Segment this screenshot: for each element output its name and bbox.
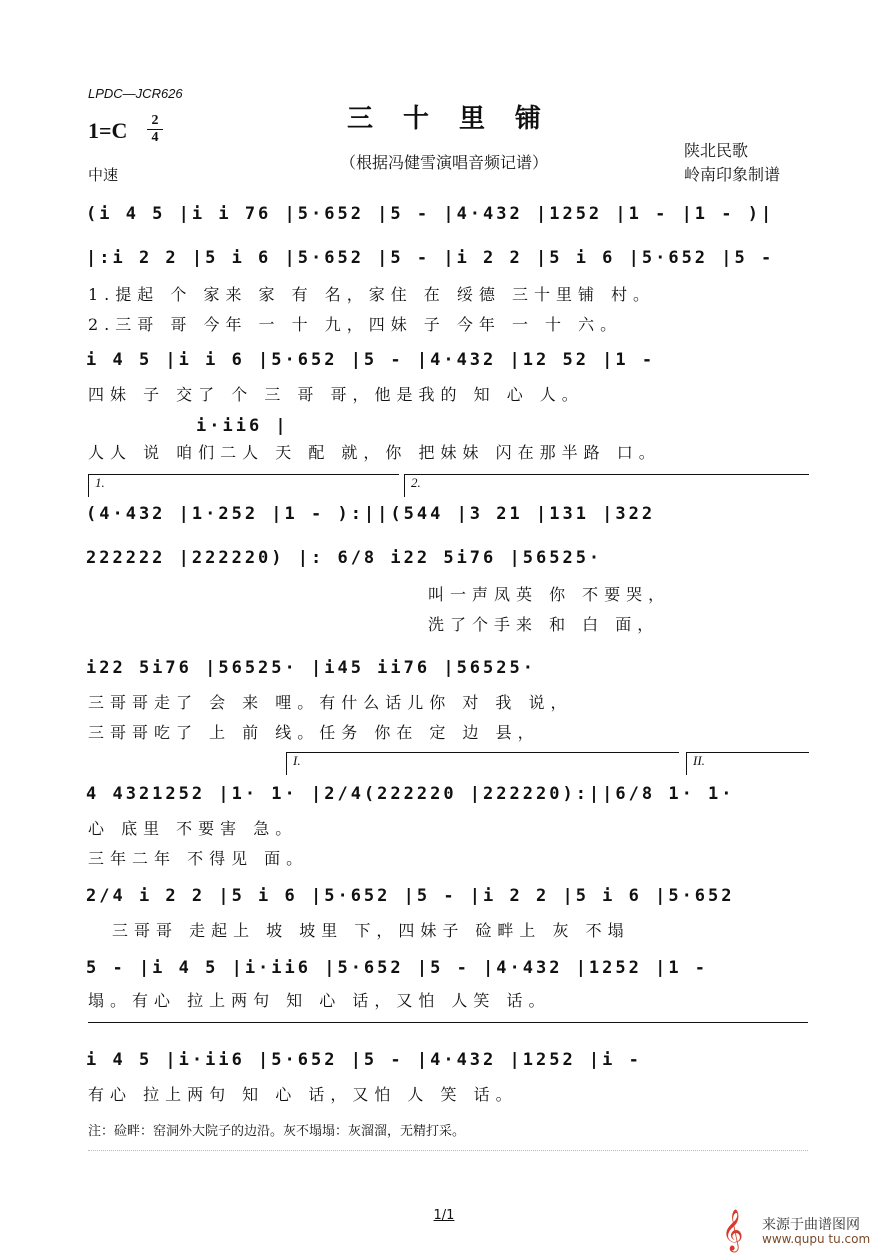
staff-line-1: (i 4 5 |i i 76 |5·652 |5 - |4·432 |1252 |1 - |1 - )| bbox=[86, 204, 775, 224]
lyric-line-6a: 叫一声凤英 你 不要哭， bbox=[428, 585, 671, 604]
tempo-marking: 中速 bbox=[88, 166, 119, 184]
volta-second: 2. bbox=[404, 474, 809, 497]
lyric-line-3: 四妹 子 交了 个 三 哥 哥，他是我的 知 心 人。 bbox=[88, 385, 584, 404]
volta-roman-second: II. bbox=[686, 752, 809, 775]
arranger-credit: 岭南印象制谱 bbox=[684, 165, 781, 184]
lyric-line-11: 有心 拉上两句 知 心 话，又怕 人 笑 话。 bbox=[88, 1085, 518, 1104]
lyric-line-6b: 洗了个手来 和 白 面， bbox=[428, 615, 660, 634]
divider bbox=[88, 1150, 808, 1151]
lyric-line-7b: 三哥哥吃了 上 前 线。任务 你在 定 边 县， bbox=[88, 723, 540, 742]
lyric-line-7a: 三哥哥走了 会 来 哩。有什么话儿你 对 我 说， bbox=[88, 693, 573, 712]
lyric-line-4: 人人 说 咱们二人 天 配 就，你 把妹妹 闪在那半路 口。 bbox=[88, 443, 661, 462]
song-subtitle: （根据冯健雪演唱音频记谱） bbox=[339, 153, 548, 172]
time-signature-top: 2 bbox=[151, 113, 159, 128]
watermark bbox=[722, 1210, 882, 1250]
song-title: 三十里铺 bbox=[346, 104, 571, 134]
staff-line-10: 5 - |i 4 5 |i·ii6 |5·652 |5 - |4·432 |1252 |1 - bbox=[86, 958, 709, 978]
volta-roman-first: I. bbox=[286, 752, 679, 775]
staff-line-5: (4·432 |1·252 |1 - ):||(544 |3 21 |131 |322 bbox=[86, 504, 656, 524]
lyric-line-9: 三哥哥 走起上 坡 坡里 下，四妹子 硷畔上 灰 不塌 bbox=[112, 921, 630, 940]
staff-line-9: 2/4 i 2 2 |5 i 6 |5·652 |5 - |i 2 2 |5 i 6 |5·652 bbox=[86, 886, 735, 906]
key-signature: 1=C bbox=[88, 118, 128, 143]
staff-line-8: 4 4321252 |1· 1· |2/4(222220 |222220):||6/8 1· 1· bbox=[86, 784, 735, 804]
footnote: 注：硷畔：窑洞外大院子的边沿。灰不塌塌：灰溜溜，无精打采。 bbox=[88, 1124, 466, 1139]
time-signature-bottom: 4 bbox=[151, 130, 159, 145]
staff-line-2: |:i 2 2 |5 i 6 |5·652 |5 - |i 2 2 |5 i 6 |5·652 |5 - bbox=[86, 248, 775, 268]
lyric-line-8b: 三年二年 不得见 面。 bbox=[88, 849, 309, 868]
song-origin: 陕北民歌 bbox=[684, 141, 749, 160]
lyric-line-2b: 2.三哥 哥 今年 一 十 九，四妹 子 今年 一 十 六。 bbox=[88, 315, 623, 334]
lyric-line-8a: 心 底里 不要害 急。 bbox=[88, 819, 298, 838]
page-number: 1/1 bbox=[433, 1208, 455, 1223]
staff-line-4: i·ii6 | bbox=[196, 416, 289, 436]
closing-line-rule bbox=[88, 1022, 808, 1023]
watermark-line-1: 来源于曲谱图网 bbox=[762, 1217, 860, 1233]
staff-line-3: i 4 5 |i i 6 |5·652 |5 - |4·432 |12 52 |1 - bbox=[86, 350, 656, 370]
staff-line-7: i22 5i76 |56525· |i45 ii76 |56525· bbox=[86, 658, 536, 678]
staff-line-11: i 4 5 |i·ii6 |5·652 |5 - |4·432 |1252 |i - bbox=[86, 1050, 642, 1070]
lyric-line-10: 塌。有心 拉上两句 知 心 话，又怕 人笑 话。 bbox=[88, 991, 551, 1010]
score-code: LPDC—JCR626 bbox=[88, 86, 183, 101]
watermark-line-2: www.qupu tu.com bbox=[762, 1232, 871, 1246]
treble-clef-icon: 𝄞 bbox=[722, 1210, 744, 1251]
staff-line-6: 222222 |222220) |: 6/8 i22 5i76 |56525· bbox=[86, 548, 603, 568]
lyric-line-2a: 1.提起 个 家来 家 有 名，家住 在 绥德 三十里铺 村。 bbox=[88, 285, 656, 304]
volta-first: 1. bbox=[88, 474, 399, 497]
